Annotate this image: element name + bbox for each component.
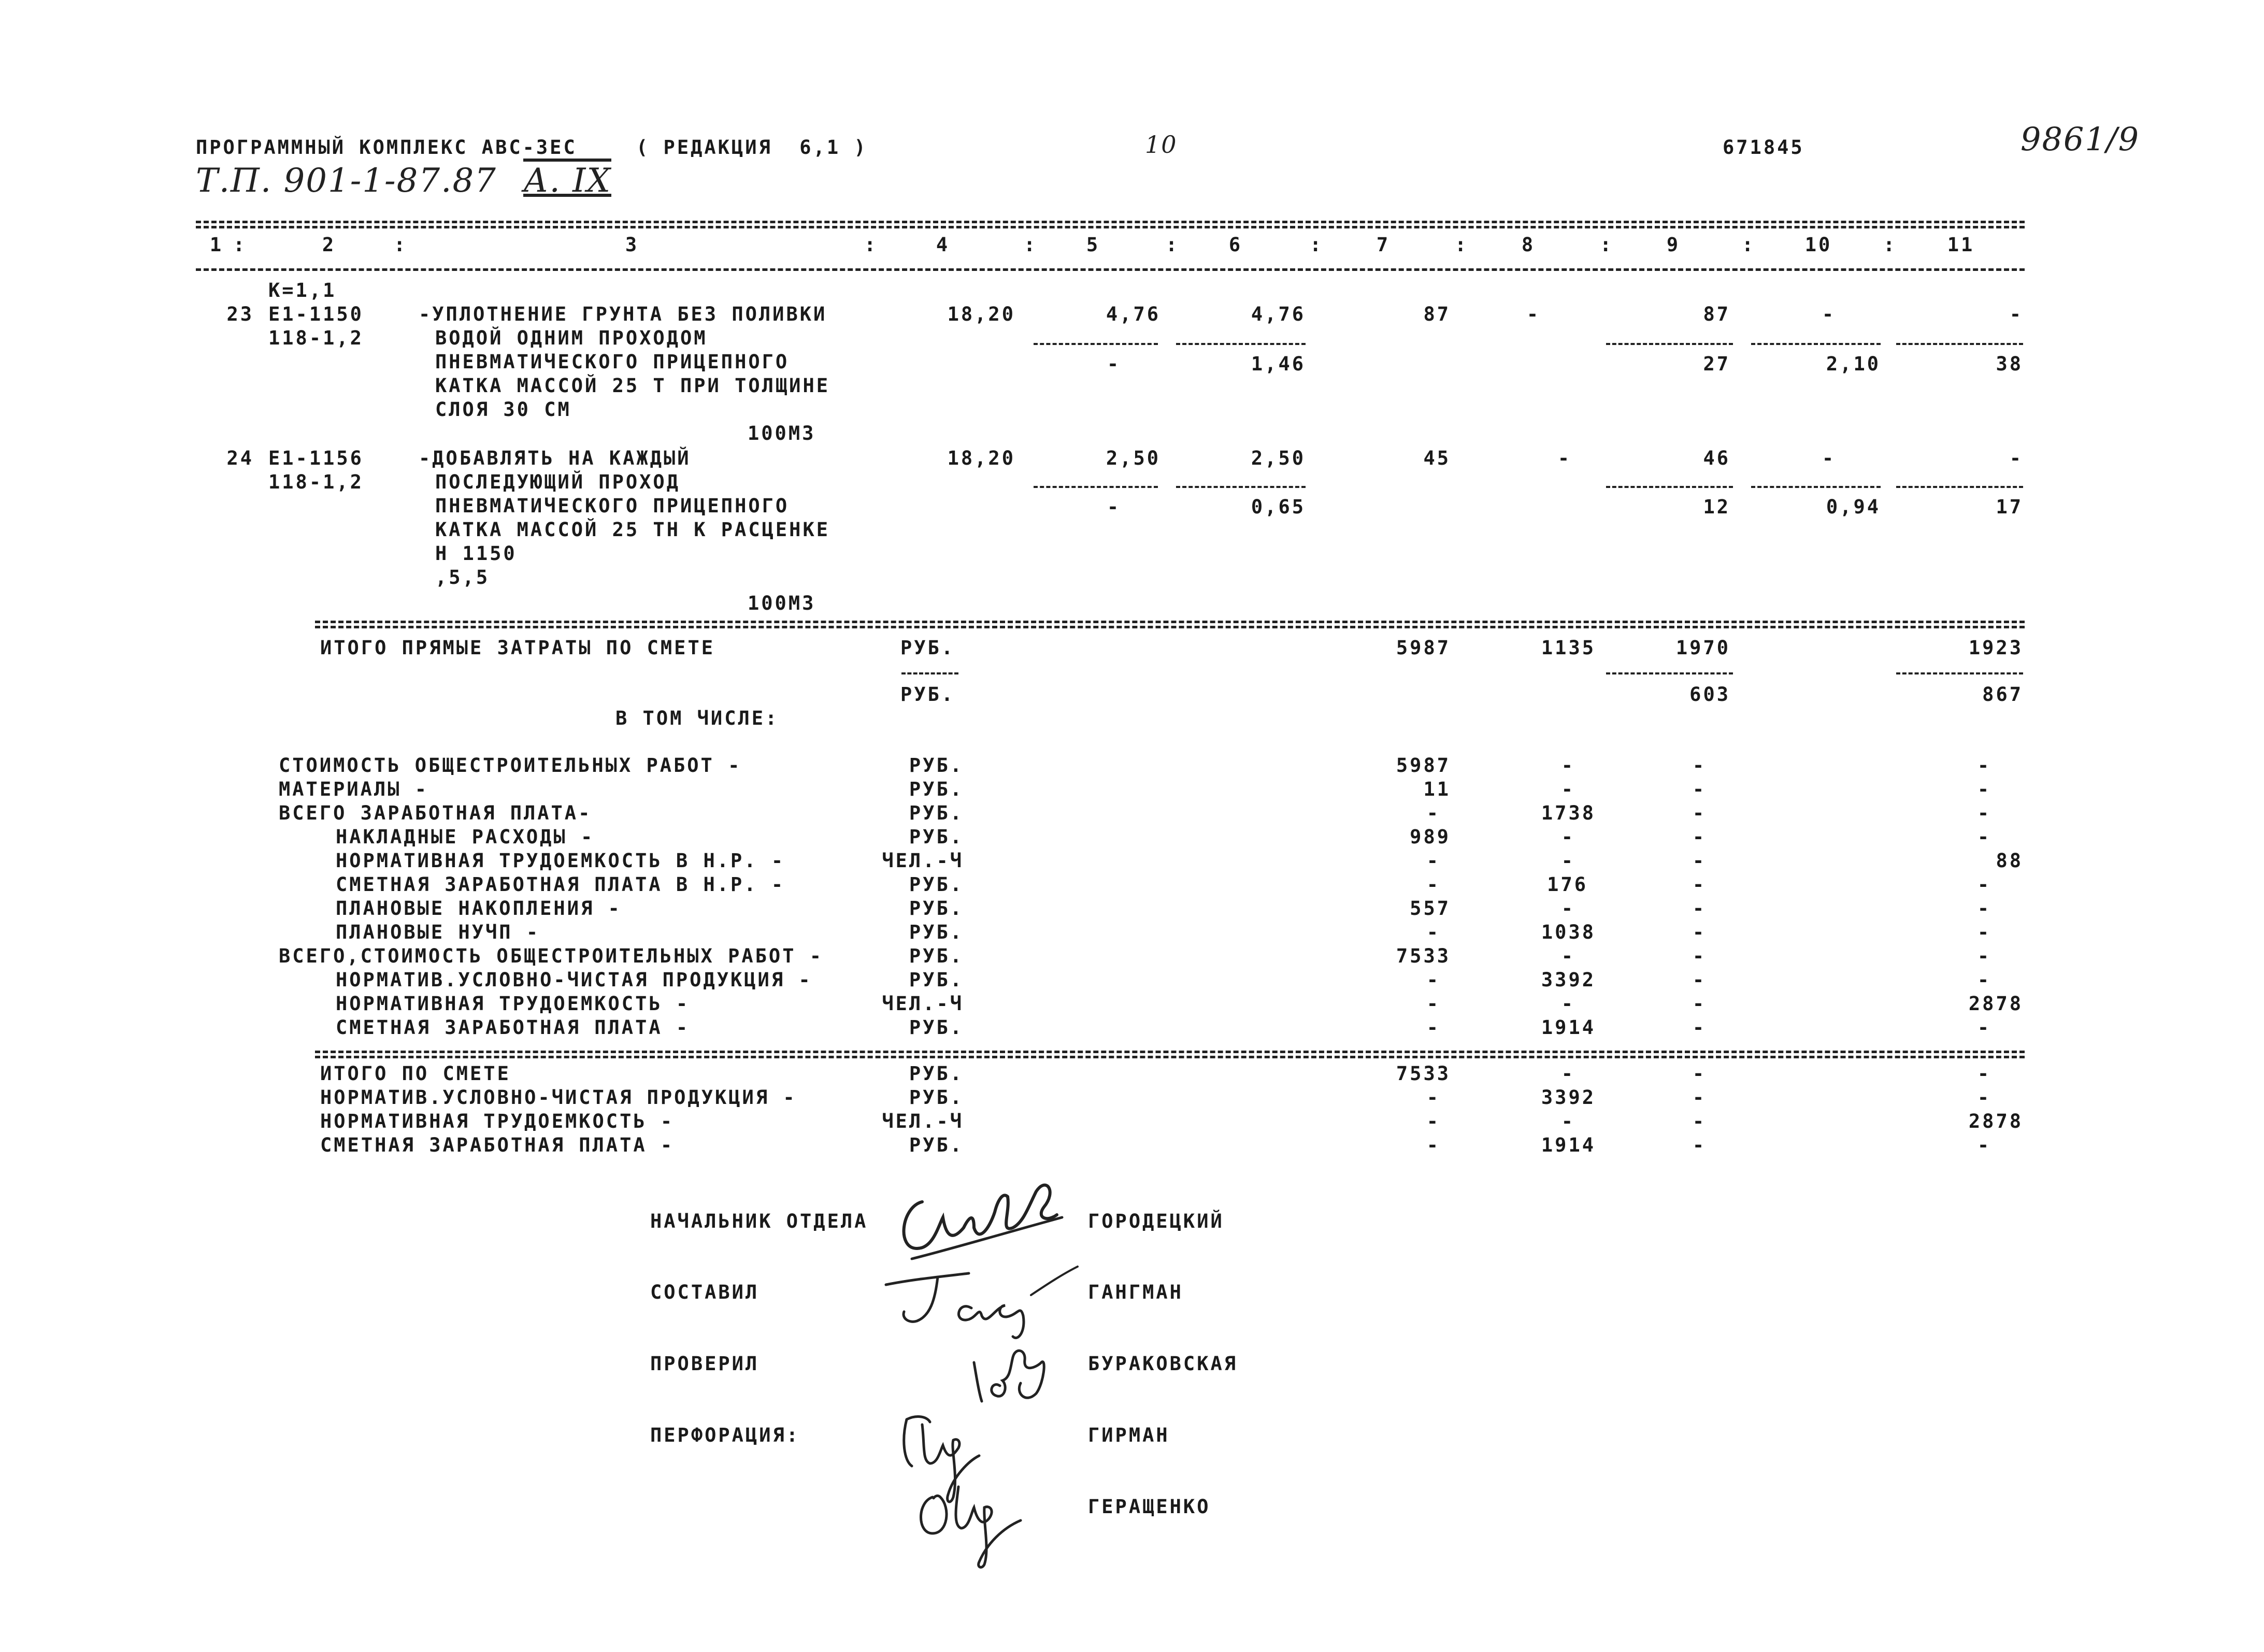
cell-divider (1896, 343, 2023, 345)
cell-col8: - (1561, 993, 1575, 1015)
cell-col9: - (1692, 1086, 1707, 1109)
breakdown-label: НОРМАТИВНАЯ ТРУДОЕМКОСТЬ - (336, 993, 690, 1015)
cell-col8: - (1561, 945, 1575, 967)
cell-col11: - (1977, 1062, 1991, 1085)
cell-col4: 18,20 (947, 447, 1015, 469)
program-title: ПРОГРАММНЫЙ КОМПЛЕКС АВС-ЗЕС (196, 136, 577, 159)
breakdown-label: НОРМАТИВНАЯ ТРУДОЕМКОСТЬ В Н.Р. - (336, 850, 785, 872)
cell-col7: 989 (1410, 826, 1451, 848)
cell-col11: 1923 (1968, 637, 2023, 659)
cell-col11: - (1977, 921, 1991, 943)
col-separator: : (1310, 234, 1324, 256)
doc-code: 671845 (1723, 136, 1804, 159)
norm-reference: 118-1,2 (268, 471, 364, 493)
cell-col11: - (2009, 447, 2023, 469)
signatory-name: ГОРОДЕЦКИЙ (1088, 1210, 1224, 1232)
col-separator: : (1024, 234, 1038, 256)
cell-col9: - (1692, 1016, 1707, 1039)
cell-col8: 1738 (1541, 802, 1596, 824)
cell-col7: - (1426, 921, 1440, 943)
unit-label: ЧЕЛ.-Ч (882, 1110, 964, 1132)
cell-col8: 176 (1547, 873, 1588, 896)
col-separator: : (394, 234, 408, 256)
final-top-rule-2 (315, 1056, 2025, 1058)
table-header-rule (196, 268, 2025, 271)
cell-col9-lower: 27 (1703, 353, 1730, 375)
currency-unit: РУБ. (900, 683, 955, 706)
unit-label: РУБ. (909, 1062, 964, 1085)
col-separator: : (864, 234, 878, 256)
cell-col7: - (1426, 1134, 1440, 1156)
cell-col10-lower: 0,94 (1826, 496, 1881, 518)
cell-col8: - (1561, 1062, 1575, 1085)
col-head-4: 4 (936, 234, 950, 256)
cell-col5: 4,76 (1106, 303, 1160, 325)
cell-col11: - (1977, 873, 1991, 896)
work-description-line: ПОСЛЕДУЮЩИЙ ПРОХОД (435, 471, 680, 493)
work-description-line: СЛОЯ 30 СМ (435, 398, 571, 421)
unit-label: РУБ. (909, 873, 964, 896)
cell-col11-lower: 867 (1982, 683, 2023, 706)
cell-col9: - (1692, 897, 1707, 920)
col-separator: : (233, 234, 247, 256)
cell-col8: 1135 (1541, 637, 1596, 659)
col-head-8: 8 (1521, 234, 1536, 256)
cell-col11-lower: 38 (1996, 353, 2023, 375)
signature-1 (891, 1171, 1078, 1264)
unit-label: РУБ. (909, 826, 964, 848)
cell-col6: 2,50 (1251, 447, 1306, 469)
signature-role: ПЕРФОРАЦИЯ: (650, 1424, 800, 1446)
breakdown-label: НОРМАТИВ.УСЛОВНО-ЧИСТАЯ ПРОДУКЦИЯ - (336, 969, 812, 991)
col-head-5: 5 (1086, 234, 1100, 256)
final-label: НОРМАТИВ.УСЛОВНО-ЧИСТАЯ ПРОДУКЦИЯ - (320, 1086, 797, 1109)
cell-col5-lower: - (1107, 353, 1121, 375)
final-top-rule (315, 1051, 2025, 1053)
signature-role: НАЧАЛЬНИК ОТДЕЛА (650, 1210, 868, 1232)
work-description-line: -УПЛОТНЕНИЕ ГРУНТА БЕЗ ПОЛИВКИ (419, 303, 827, 325)
unit-label: РУБ. (909, 945, 964, 967)
cell-col7: - (1426, 969, 1440, 991)
cell-col9: - (1692, 850, 1707, 872)
cell-divider (1751, 343, 1881, 345)
cell-col10-lower: 2,10 (1826, 353, 1881, 375)
unit-of-measure: 100М3 (748, 592, 816, 614)
unit-label: РУБ. (909, 1016, 964, 1039)
cell-col8: 1914 (1541, 1016, 1596, 1039)
col-head-2: 2 (322, 234, 336, 256)
signature-2 (881, 1264, 1088, 1337)
work-description-line: Н 1150 (435, 542, 517, 565)
cell-col10: - (1822, 303, 1836, 325)
unit-label: РУБ. (909, 969, 964, 991)
cell-col9: - (1692, 969, 1707, 991)
cell-col11: 2878 (1968, 1110, 2023, 1132)
totals-top-rule (315, 621, 2025, 623)
unit-label: РУБ. (909, 754, 964, 777)
cell-col11: - (1977, 1134, 1991, 1156)
handwritten-corner-number: 9861/9 (2021, 120, 2140, 158)
cell-col9: - (1692, 945, 1707, 967)
breakdown-label: ВСЕГО,СТОИМОСТЬ ОБЩЕСТРОИТЕЛЬНЫХ РАБОТ - (279, 945, 824, 967)
cell-col11: - (1977, 969, 1991, 991)
final-label: НОРМАТИВНАЯ ТРУДОЕМКОСТЬ - (320, 1110, 675, 1132)
cell-col8: - (1561, 754, 1575, 777)
cell-col9-lower: 12 (1703, 496, 1730, 518)
including-label: В ТОМ ЧИСЛЕ: (615, 707, 779, 729)
cell-col10: - (1822, 447, 1836, 469)
breakdown-label: ВСЕГО ЗАРАБОТНАЯ ПЛАТА- (279, 802, 592, 824)
work-description-line: КАТКА МАССОЙ 25 Т ПРИ ТОЛЩИНЕ (435, 375, 830, 397)
unit-label: РУБ. (909, 1134, 964, 1156)
cell-col7: 87 (1423, 303, 1451, 325)
col-separator: : (1166, 234, 1180, 256)
rate-code: Е1-1156 (268, 447, 364, 469)
signatory-name: БУРАКОВСКАЯ (1088, 1353, 1238, 1375)
cell-col11: - (1977, 1086, 1991, 1109)
col-head-3: 3 (625, 234, 639, 256)
cell-col7: 5987 (1396, 637, 1451, 659)
unit-of-measure: 100М3 (748, 422, 816, 444)
cell-col11: 88 (1996, 850, 2023, 872)
unit-label: РУБ. (909, 802, 964, 824)
table-top-rule-2 (196, 226, 2025, 228)
col-head-7: 7 (1376, 234, 1391, 256)
cell-col11: - (1977, 802, 1991, 824)
cell-col9: 87 (1703, 303, 1730, 325)
cell-col7: - (1426, 1016, 1440, 1039)
breakdown-label: НАКЛАДНЫЕ РАСХОДЫ - (336, 826, 595, 848)
cell-divider (1176, 486, 1306, 488)
final-label: СМЕТНАЯ ЗАРАБОТНАЯ ПЛАТА - (320, 1134, 675, 1156)
col-head-1: 1 (209, 234, 224, 256)
breakdown-label: СМЕТНАЯ ЗАРАБОТНАЯ ПЛАТА - (336, 1016, 690, 1039)
cell-col7: 45 (1423, 447, 1451, 469)
cell-col6-lower: 1,46 (1251, 353, 1306, 375)
cell-col7: - (1426, 1086, 1440, 1109)
unit-label: ЧЕЛ.-Ч (882, 993, 964, 1015)
cell-col11: - (2009, 303, 2023, 325)
edition-label: ( РЕДАКЦИЯ 6,1 ) (636, 136, 868, 159)
cell-col11-lower: 17 (1996, 496, 2023, 518)
cell-col9: 1970 (1675, 637, 1730, 659)
breakdown-label: МАТЕРИАЛЫ - (279, 778, 429, 800)
col-separator: : (1742, 234, 1756, 256)
cell-col11: - (1977, 754, 1991, 777)
cell-col8: 1914 (1541, 1134, 1596, 1156)
cell-divider (901, 672, 958, 674)
row-number: 24 (226, 447, 254, 469)
work-description-line: ,5,5 (435, 566, 490, 588)
cell-col11: - (1977, 778, 1991, 800)
cell-col7: - (1426, 873, 1440, 896)
breakdown-label: ПЛАНОВЫЕ НУЧП - (336, 921, 540, 943)
cell-divider (1896, 486, 2023, 488)
cell-col6-lower: 0,65 (1251, 496, 1306, 518)
cell-col7: - (1426, 1110, 1440, 1132)
cell-divider (1176, 343, 1306, 345)
cell-col8: 3392 (1541, 1086, 1596, 1109)
cell-col7: 11 (1423, 778, 1451, 800)
cell-col8: - (1561, 850, 1575, 872)
unit-label: ЧЕЛ.-Ч (882, 850, 964, 872)
cell-col7: 557 (1410, 897, 1451, 920)
col-head-10: 10 (1804, 234, 1832, 256)
signature-role: ПРОВЕРИЛ (650, 1353, 760, 1375)
cell-col11: 2878 (1968, 993, 2023, 1015)
col-separator: : (1883, 234, 1897, 256)
cell-col9: - (1692, 1134, 1707, 1156)
unit-label: РУБ. (909, 921, 964, 943)
cell-col5: 2,50 (1106, 447, 1160, 469)
cell-divider (1034, 343, 1158, 345)
handwritten-album: А. IX (523, 162, 611, 200)
signature-role: СОСТАВИЛ (650, 1281, 760, 1303)
cell-col8: - (1561, 897, 1575, 920)
unit-label: РУБ. (909, 1086, 964, 1109)
signatory-name: ГИРМАН (1088, 1424, 1170, 1446)
cell-col8: 3392 (1541, 969, 1596, 991)
cell-col7: 7533 (1396, 945, 1451, 967)
signature-5 (912, 1476, 1047, 1570)
cell-col8: 1038 (1541, 921, 1596, 943)
cell-col8: - (1561, 1110, 1575, 1132)
cell-col9: - (1692, 1110, 1707, 1132)
breakdown-label: СТОИМОСТЬ ОБЩЕСТРОИТЕЛЬНЫХ РАБОТ - (279, 754, 742, 777)
cell-col9: - (1692, 921, 1707, 943)
cell-divider (1896, 672, 2023, 674)
cell-col7: - (1426, 802, 1440, 824)
cell-col7: 7533 (1396, 1062, 1451, 1085)
cell-col9: - (1692, 826, 1707, 848)
cell-col11: - (1977, 897, 1991, 920)
cell-col7: - (1426, 993, 1440, 1015)
coefficient-line: К=1,1 (268, 279, 337, 301)
cell-col6: 4,76 (1251, 303, 1306, 325)
cell-divider (1606, 486, 1733, 488)
cell-col8: - (1557, 447, 1572, 469)
cell-divider (1751, 486, 1881, 488)
cell-col11: - (1977, 945, 1991, 967)
cell-col4: 18,20 (947, 303, 1015, 325)
cell-divider (1606, 672, 1733, 674)
signatory-name: ГАНГМАН (1088, 1281, 1183, 1303)
cell-col9-lower: 603 (1689, 683, 1730, 706)
unit-label: РУБ. (909, 897, 964, 920)
cell-col8: - (1561, 778, 1575, 800)
cell-divider (1606, 343, 1733, 345)
cell-col7: - (1426, 850, 1440, 872)
col-head-11: 11 (1947, 234, 1975, 256)
work-description-line: КАТКА МАССОЙ 25 ТН К РАСЦЕНКЕ (435, 519, 830, 541)
breakdown-label: ПЛАНОВЫЕ НАКОПЛЕНИЯ - (336, 897, 622, 920)
cell-col8: - (1561, 826, 1575, 848)
work-description-line: ПНЕВМАТИЧЕСКОГО ПРИЦЕПНОГО (435, 351, 790, 373)
cell-col11: - (1977, 1016, 1991, 1039)
cell-col9: - (1692, 1062, 1707, 1085)
col-separator: : (1455, 234, 1469, 256)
rate-code: Е1-1150 (268, 303, 364, 325)
col-head-6: 6 (1228, 234, 1243, 256)
handwritten-project-code: Т.П. 901-1-87.87 (196, 162, 497, 200)
page-number: 10 (1145, 131, 1178, 159)
table-top-rule (196, 221, 2025, 223)
currency-unit: РУБ. (900, 637, 955, 659)
col-separator: : (1600, 234, 1614, 256)
cell-col9: - (1692, 802, 1707, 824)
signatory-name: ГЕРАЩЕНКО (1088, 1496, 1211, 1518)
cell-col11: - (1977, 826, 1991, 848)
unit-label: РУБ. (909, 778, 964, 800)
cell-col9: - (1692, 754, 1707, 777)
norm-reference: 118-1,2 (268, 327, 364, 349)
cell-col9: - (1692, 993, 1707, 1015)
work-description-line: ВОДОЙ ОДНИМ ПРОХОДОМ (435, 327, 708, 349)
cell-col5-lower: - (1107, 496, 1121, 518)
cell-divider (1034, 486, 1158, 488)
final-label: ИТОГО ПО СМЕТЕ (320, 1062, 511, 1085)
totals-top-rule-2 (315, 626, 2025, 628)
work-description-line: -ДОБАВЛЯТЬ НА КАЖДЫЙ (419, 447, 691, 469)
row-number: 23 (226, 303, 254, 325)
cell-col9: 46 (1703, 447, 1730, 469)
totals-label: ИТОГО ПРЯМЫЕ ЗАТРАТЫ ПО СМЕТЕ (320, 637, 715, 659)
cell-col8: - (1526, 303, 1541, 325)
cell-col9: - (1692, 778, 1707, 800)
breakdown-label: СМЕТНАЯ ЗАРАБОТНАЯ ПЛАТА В Н.Р. - (336, 873, 785, 896)
cell-col9: - (1692, 873, 1707, 896)
cell-col7: 5987 (1396, 754, 1451, 777)
col-head-9: 9 (1666, 234, 1681, 256)
work-description-line: ПНЕВМАТИЧЕСКОГО ПРИЦЕПНОГО (435, 495, 790, 517)
